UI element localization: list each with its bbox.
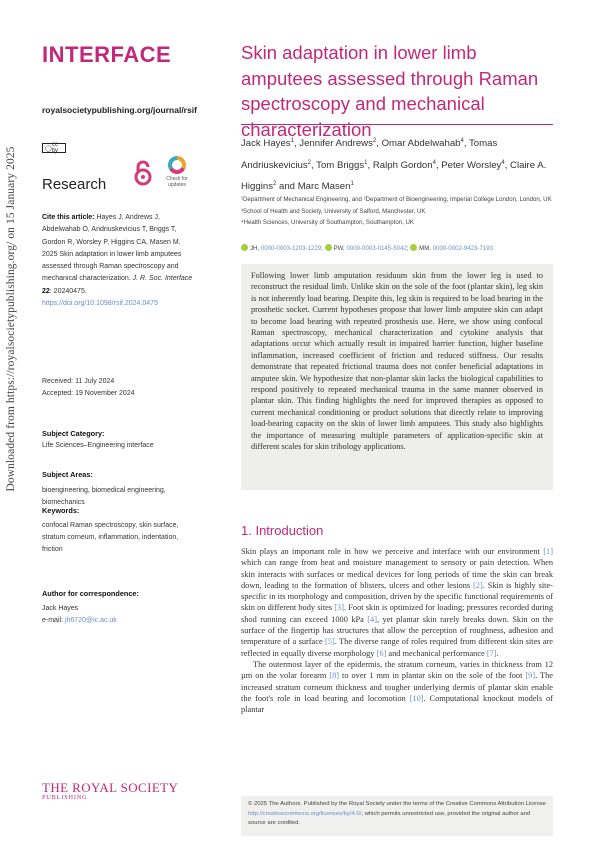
section-heading-introduction: 1. Introduction — [241, 523, 324, 538]
accepted-date: Accepted: 19 November 2024 — [42, 390, 135, 397]
citation-block — [42, 212, 197, 310]
title-divider — [241, 124, 553, 125]
reference-link[interactable]: [4] — [367, 614, 378, 624]
cite-label: Cite this article: — [42, 214, 95, 221]
author-affiliation-mark: 1 — [350, 181, 354, 188]
reference-link[interactable]: [2] — [473, 580, 483, 590]
body-paragraph: The outermost layer of the epidermis, the stratum corneum, varies in thickness from 12 µm on the volar forearm [8] to over 1 mm in plantar skin on the sole of the foot [9]. The increased stratum corneum thickness and tougher underlying dermis of plantar skin enable the foot's role in load bearing and locomotion [10]. Computational knockout models of plantar — [241, 659, 553, 715]
correspondence-head: Author for correspondence: — [42, 589, 139, 598]
author-affiliation-mark: 4 — [460, 138, 464, 144]
correspondence-block — [42, 588, 197, 627]
introduction-body — [241, 546, 553, 715]
author-affiliation-mark: 1 — [364, 159, 368, 166]
orcid-icon — [410, 244, 417, 251]
check-updates-label: Check for updates — [166, 176, 188, 188]
dates-block — [42, 376, 197, 400]
orcid-link[interactable]: 0000-0003-0145-5042 — [346, 245, 407, 252]
copyright-text-1: © 2025 The Authors. Published by the Royal Society under the terms of the Creative Commons Attribution License — [248, 801, 546, 807]
author-name: Marc Masen — [297, 181, 351, 193]
reference-link[interactable]: [8] — [329, 671, 340, 681]
doi-link[interactable]: https://doi.org/10.1098/rsif.2024.0475 — [42, 300, 158, 308]
article-section-type: Research — [42, 176, 107, 193]
received-date: Received: 11 July 2024 — [42, 378, 115, 385]
correspondence-name: Jack Hayes — [42, 605, 79, 612]
email-link[interactable]: jh6720@ic.ac.uk — [64, 617, 117, 624]
affiliation-line: ⁴Health Sciences, University of Southampton, Southampton, UK — [241, 219, 414, 226]
reference-link[interactable]: [6] — [376, 648, 387, 658]
affiliations — [241, 194, 561, 229]
publisher-logo: THE ROYAL SOCIETY — [42, 780, 179, 795]
author-name: Peter Worsley — [441, 159, 502, 171]
author-name: Jack Hayes — [241, 138, 291, 150]
keywords-block — [42, 505, 197, 556]
author-name: Tom Briggs — [316, 159, 365, 171]
article-title: Skin adaptation in lower limb amputees assessed through Raman spectroscopy and mechanical characterization — [241, 42, 539, 140]
open-access-icon — [132, 160, 154, 186]
orcid-icon — [325, 244, 332, 251]
check-for-updates-button[interactable] — [161, 156, 193, 194]
author-name: Omar Abdelwahab — [381, 138, 461, 150]
cc-icon: ◯ — [45, 145, 52, 152]
author-affiliation-mark: 4 — [432, 159, 436, 166]
reference-link[interactable]: [3] — [334, 603, 345, 613]
subject-category-value: Life Sciences–Engineering interface — [42, 442, 154, 449]
copyright-text-2: , which permits unrestricted use, provided the original author and source are credited. — [248, 810, 531, 827]
orcid-initials: MM, — [419, 245, 433, 252]
publisher-logo-sub: PUBLISHING — [42, 794, 88, 801]
cite-volume: 22 — [42, 287, 50, 295]
subject-areas-block — [42, 469, 197, 509]
orcid-icon — [241, 244, 248, 251]
reference-link[interactable]: [1] — [543, 547, 553, 556]
author-name: Claire A. Higgins — [241, 159, 547, 193]
check-updates-icon — [168, 156, 186, 174]
keywords-value: confocal Raman spectroscopy, skin surface, stratum corneum, inflammation, indentation, friction — [42, 522, 179, 553]
keywords-head: Keywords: — [42, 506, 80, 515]
author-affiliation-mark: 2 — [273, 181, 277, 188]
orcid-link[interactable]: 0000-0002-9423-7193 — [432, 245, 494, 252]
author-name: Jennifer Andrews — [299, 138, 373, 150]
cite-journal: J. R. Soc. Interface — [132, 275, 193, 283]
subject-areas-value: bioengineering, biomedical engineering, biomechanics — [42, 487, 166, 506]
author-affiliation-mark: 2 — [307, 159, 311, 166]
journal-url-link[interactable]: royalsocietypublishing.org/journal/rsif — [42, 105, 197, 115]
reference-link[interactable]: [9] — [525, 671, 536, 681]
orcid-link[interactable]: 0000-0003-1203-1229 — [260, 245, 322, 252]
license-badge-label: cc by — [51, 142, 59, 154]
author-affiliation-mark: 4 — [501, 159, 505, 166]
download-stamp: Downloaded from https://royalsocietypublishing.org/ on 15 January 2025 — [5, 146, 17, 492]
author-name: Tomas Andriuskevicius — [241, 138, 498, 171]
orcid-initials: PW, — [333, 245, 347, 252]
reference-link[interactable]: [5] — [325, 637, 335, 647]
orcid-initials: JH, — [250, 245, 261, 252]
copyright-notice — [241, 796, 553, 836]
correspondence-email-row — [42, 615, 197, 627]
author-list: Jack Hayes$^1$, Jennifer Andrews$^2$, Omar Abdelwahab$^4$, Tomas Andriuskevicius$^2$, Tom Briggs$^1$, Ralph Gordon$^4$, Peter Worsley$^4$, Claire A. Higgins$^2$ and Marc Masen$^1$ — [241, 138, 547, 193]
affiliation-line: ¹Department of Mechanical Engineering, and ²Department of Bioengineering, Imperial College London, London, UK — [241, 196, 552, 203]
author-name: Ralph Gordon — [372, 159, 433, 171]
author-affiliation-mark: 2 — [372, 138, 377, 144]
cc-license-badge[interactable] — [42, 143, 66, 153]
subject-category-block — [42, 428, 197, 452]
email-label: e-mail: — [42, 617, 65, 624]
orcid-list: JH, 0000-0003-1203-1229; PW, 0000-0003-0145-5042; MM, 0000-0002-9423-7193 — [241, 244, 561, 252]
subject-category-head: Subject Category: — [42, 429, 105, 438]
body-paragraph: Skin plays an important role in how we perceive and interface with our environment [1] which can range from heat and moisture management to sensory or pain detection. When skin interacts with surfaces or medical devices for long periods of time the skin can break down, leading to the formation of blisters, ulcers and other lesions [2]. Skin is highly site-specific in its morphology and composition, driven by the specific functional requirements of skin on different body sites [3]. Foot skin is optimized for loading; pressures recorded during shod running can exceed 1000 kPa [4], yet plantar skin rarely breaks down. Skin on the surface of the fingertip has structures that allow the perception of roughness, adhesion and temperature of a surface [5]. The diverse range of roles required from different skin sites are reflected in equally diverse morphology [6] and mechanical performance [7]. — [241, 547, 554, 658]
cite-text: Hayes J, Andrews J, Abdelwahab O, Andriuskevicius T, Briggs T, Gordon R, Worsley P, Higgins CA, Masen M. 2025 Skin adaptation in lower limb amputees assessed through Raman spectroscopy and mechanical characterization. — [42, 214, 182, 283]
license-link[interactable]: http://creativecommons.org/licenses/by/4.0/ — [248, 810, 362, 817]
author-affiliation-mark: 1 — [290, 138, 294, 144]
reference-link[interactable]: [10] — [409, 693, 424, 703]
journal-logo: INTERFACE — [42, 42, 172, 67]
reference-link[interactable]: [7] — [486, 648, 497, 658]
cite-article-number: : 20240475. — [49, 287, 87, 295]
affiliation-line: ³School of Health and Society, University of Salford, Manchester, UK — [241, 207, 426, 215]
abstract-box: Following lower limb amputation residuum skin from the lower leg is used to reconstruct the residual limb. Unlike skin on the sole of the foot (plantar skin), leg skin is not inherently load bearing. Despite this, leg skin is required to be load bearing in the prosthetic socket. Current hypotheses propose that lower limb amputee skin can adapt to become load bearing with repeated prosthesis use. Here, we show using confocal Raman spectroscopy, mechanical characterization and cytokine analysis that adaptations occur which actually result in impaired barrier function, higher baseline inflammation, increased coefficient of friction and reduced stiffness. Our results demonstrate that repeated frictional trauma does not confer beneficial adaptations in amputee skin. We hypothesize that non-plantar skin lacks the biological capabilities to respond positively to repeated mechanical trauma in the same manner observed in plantar skin. This finding highlights the need for improved therapies as opposed to current mechanical conditioning or product solutions that directly relate to improving load-bearing capacity on the skin of lower limb amputees. This study also highlights the importance of measuring multiple parameters of application-specific skin at different scales for skin tribology applications. — [241, 264, 553, 490]
subject-areas-head: Subject Areas: — [42, 470, 93, 479]
